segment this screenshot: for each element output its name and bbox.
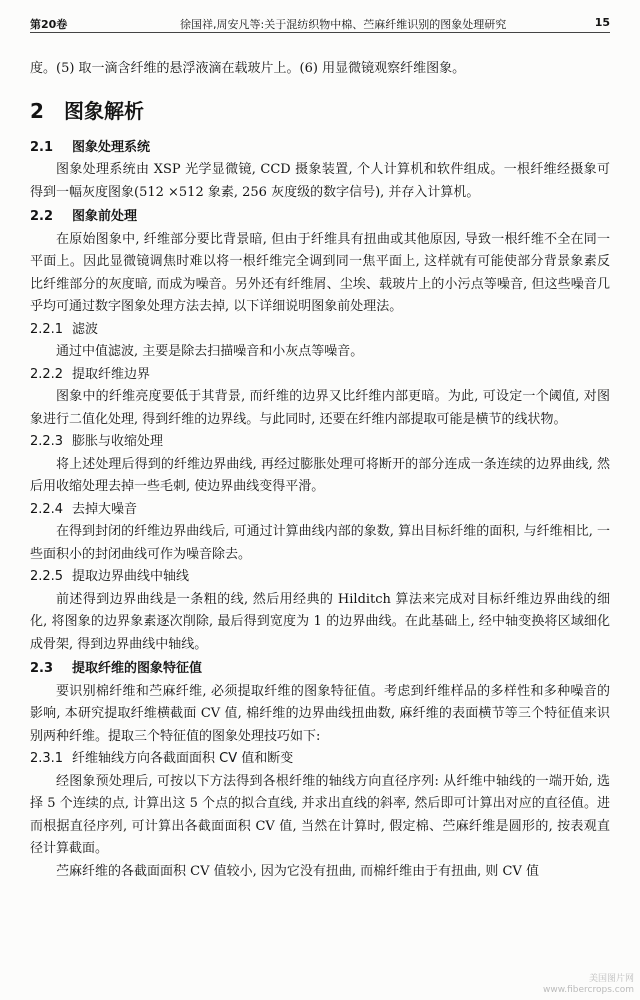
watermark [543, 974, 634, 996]
paragraph-2-2-5: 前述得到边界曲线是一条粗的线, 然后用经典的 Hilditch 算法来完成对目标纤维边界曲线的细化, 将图象的边界象素逐次削除, 最后得到宽度为 1 的边界曲线。在此基础上, 经中轴变换将区域细化成骨架, 得到边界曲线中轴线。 [30, 591, 610, 652]
body-text [30, 58, 610, 883]
subsubsection-number: 2.2.4 [30, 501, 64, 517]
subsubsection-heading-2-3-1 [30, 748, 610, 771]
subsubsection-number: 2.2.5 [30, 569, 64, 584]
subsubsection-title: 滤波 [72, 321, 99, 337]
subsection-number: 2.3 [30, 661, 54, 676]
subsubsection-title: 提取纤维边界 [72, 366, 151, 382]
paragraph-2-3-1: 经图象预处理后, 可按以下方法得到各根纤维的轴线方向直径序列: 从纤维中轴线的一端开始, 选择 5 个连续的点, 计算出这 5 个点的拟合直线, 并求出直线的斜率, 然后即可计算出对应的直径值。进而根据直径序列, 可计算出各截面面积 CV 值, 当然在计算时, 假定棉、苎麻纤维是圆形的, 按表观直径计算截面。 [30, 773, 610, 856]
watermark-line-1: 美国图片网 [588, 974, 634, 984]
subsection-title: 提取纤维的图象特征值 [72, 661, 203, 676]
paragraph-2-2: 在原始图象中, 纤维部分要比背景暗, 但由于纤维具有扭曲或其他原因, 导致一根纤维不全在同一平面上。因此显微镜调焦时难以将一根纤维完全调到同一焦平面上, 这样就有可能使部分背景象素反比纤维部分的灰度暗, 而成为噪音。另外还有纤维屑、尘埃、载玻片上的小污点等噪音, 但这些噪音几乎均可通过数字图象处理方法去掉, 以下详细说明图象前处理法。 [30, 231, 610, 314]
section-heading [30, 97, 610, 125]
subsubsection-number: 2.3.1 [30, 751, 64, 766]
section-number: 2 [30, 98, 44, 123]
subsubsection-heading-2-2-4 [30, 499, 610, 522]
subsubsection-title: 膨胀与收缩处理 [72, 434, 164, 449]
subsubsection-number: 2.2.1 [30, 321, 64, 337]
subsection-heading-2-1 [30, 137, 610, 160]
subsection-number: 2.2 [30, 209, 54, 224]
section-title: 图象解析 [64, 98, 144, 123]
subsection-title: 图象前处理 [72, 209, 138, 224]
paragraph-2-2-1: 通过中值滤波, 主要是除去扫描噪音和小灰点等噪音。 [56, 344, 364, 359]
subsection-title: 图象处理系统 [72, 139, 151, 155]
subsection-number: 2.1 [30, 139, 54, 155]
volume-label: 第20卷 [30, 18, 68, 31]
subsubsection-heading-2-2-3 [30, 431, 610, 454]
running-header [30, 14, 610, 33]
subsubsection-title: 纤维轴线方向各截面面积 CV 值和断变 [72, 751, 294, 766]
paragraph-2-2-3: 将上述处理后得到的纤维边界曲线, 再经过膨胀处理可将断开的部分连成一条连续的边界曲线, 然后用收缩处理去掉一些毛刺, 使边界曲线变得平滑。 [30, 456, 610, 494]
subsubsection-heading-2-2-5 [30, 566, 610, 589]
paragraph-2-2-4: 在得到封闭的纤维边界曲线后, 可通过计算曲线内部的象数, 算出目标纤维的面积, 与纤维相比, 一些面积小的封闭曲线可作为噪音除去。 [30, 524, 610, 562]
paragraph-2-3-1-continued: 苎麻纤维的各截面面积 CV 值较小, 因为它没有扭曲, 而棉纤维由于有扭曲, 则 CV 值 [56, 863, 539, 879]
paragraph-2-2-2: 图象中的纤维亮度要低于其背景, 而纤维的边界又比纤维内部更暗。为此, 可设定一个阈值, 对图象进行二值化处理, 得到纤维的边界线。与此同时, 还要在纤维内部提取可能是横节的线状物。 [30, 389, 610, 427]
subsection-heading-2-3 [30, 658, 610, 681]
subsubsection-title: 提取边界曲线中轴线 [72, 569, 190, 584]
paragraph-2-3: 要识别棉纤维和苎麻纤维, 必须提取纤维的图象特征值。考虑到纤维样品的多样性和多种噪音的影响, 本研究提取纤维横截面 CV 值, 棉纤维的边界曲线扭曲数, 麻纤维的表面横节等三个特征值来识别两种纤维。提取三个特征值的图象处理技巧如下: [30, 683, 610, 744]
subsubsection-heading-2-2-2 [30, 364, 610, 387]
subsubsection-heading-2-2-1 [30, 319, 610, 342]
page-number: 15 [594, 16, 610, 29]
subsubsection-number: 2.2.2 [30, 366, 64, 382]
intro-line: 度。(5) 取一滴含纤维的悬浮液滴在载玻片上。(6) 用显微镜观察纤维图象。 [30, 61, 466, 76]
subsubsection-number: 2.2.3 [30, 434, 64, 449]
subsubsection-title: 去掉大噪音 [72, 501, 138, 517]
running-title: 徐国祥,周安凡等:关于混纺织物中棉、苎麻纤维识别的图象处理研究 [180, 18, 507, 31]
paragraph-2-1: 图象处理系统由 XSP 光学显微镜, CCD 摄象装置, 个人计算机和软件组成。一根纤维经摄象可得到一幅灰度图象(512 ×512 象素, 256 灰度级的数字信号), 并存入计算机。 [30, 162, 610, 200]
subsection-heading-2-2 [30, 206, 610, 229]
watermark-line-2: www.fibercrops.com [543, 985, 634, 995]
